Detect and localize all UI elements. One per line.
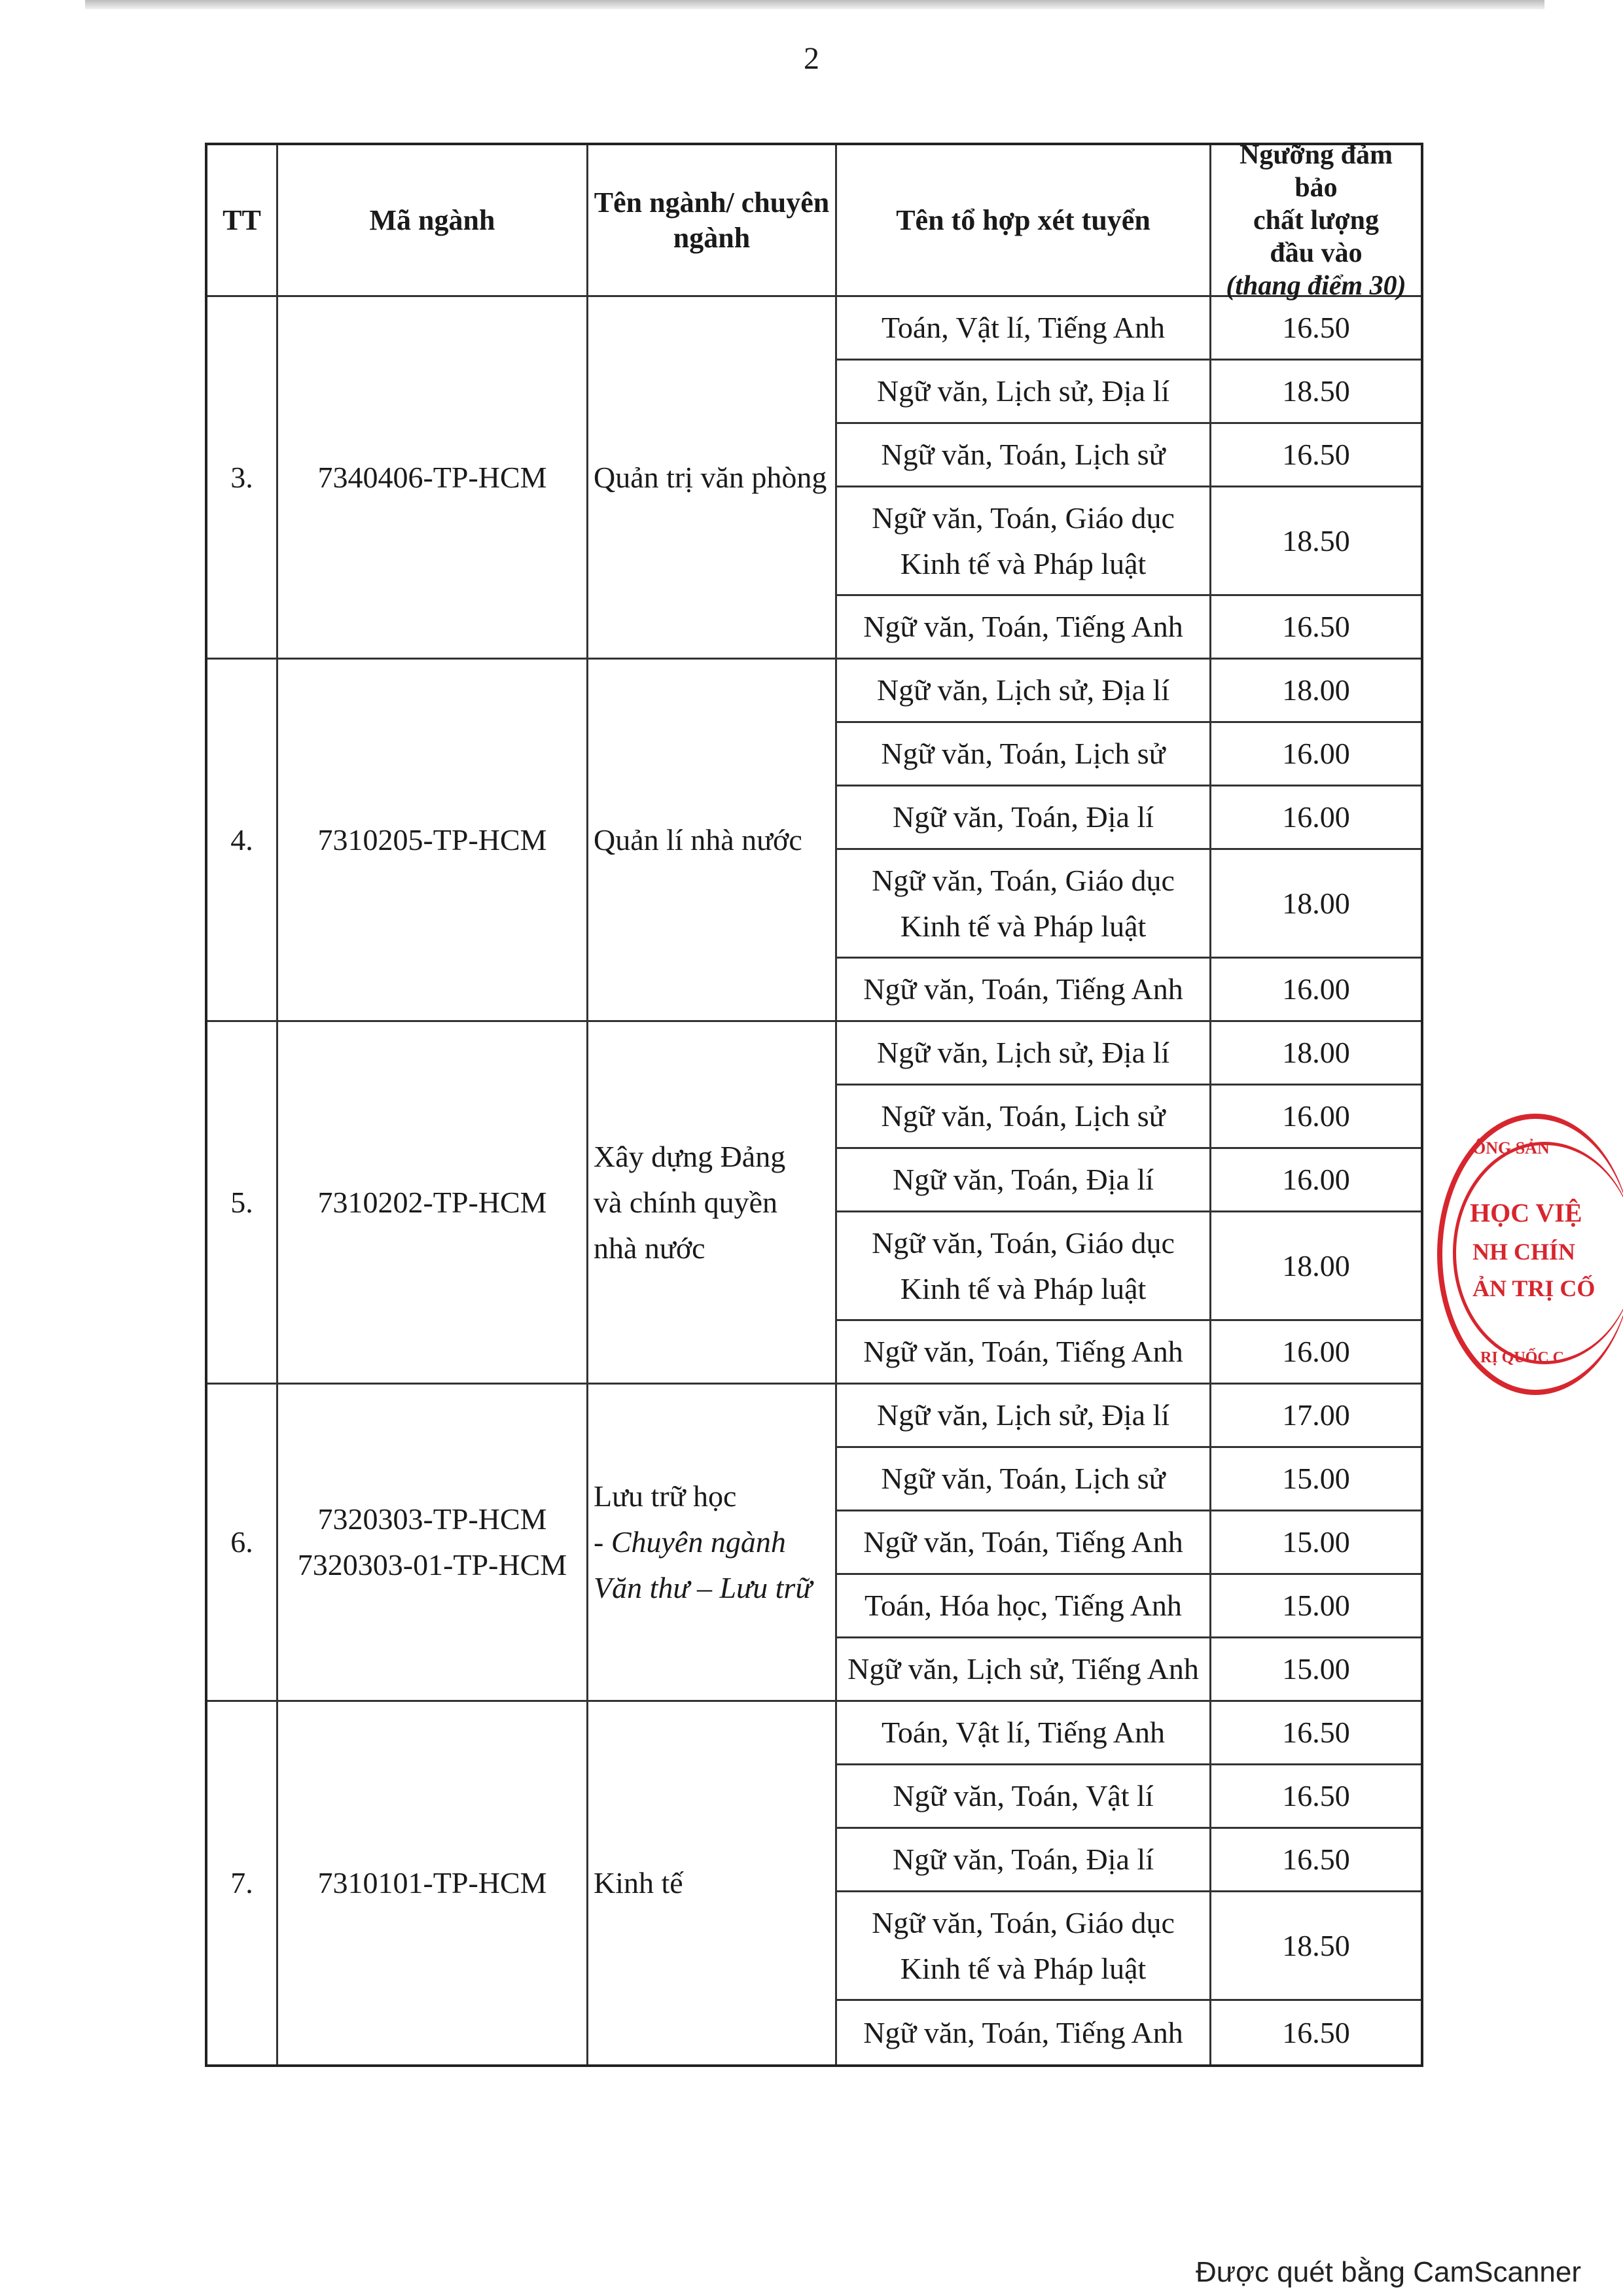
major-name (588, 1702, 837, 2064)
threshold-score: 16.50 (1211, 1765, 1421, 1829)
admission-threshold-table (205, 139, 1423, 2067)
major-name-line: Lưu trữ học (594, 1479, 737, 1513)
combo-cell (837, 361, 1211, 424)
threshold-score: 18.00 (1211, 1212, 1421, 1321)
threshold-score: 15.00 (1211, 1638, 1421, 1702)
combo-line: Ngữ văn, Toán, Giáo dục (872, 863, 1175, 897)
combo-line: Kinh tế và Pháp luật (900, 546, 1147, 580)
threshold-score: 15.00 (1211, 1511, 1421, 1575)
combo-line: Ngữ văn, Toán, Tiếng Anh (863, 1335, 1183, 1368)
major-name (588, 660, 837, 1022)
header-major: Tên ngành/ chuyên ngành (588, 145, 837, 297)
combo-cell (837, 1765, 1211, 1829)
threshold-score: 16.50 (1211, 1702, 1421, 1765)
combo-line: Ngữ văn, Toán, Địa lí (892, 1843, 1154, 1876)
threshold-score: 16.00 (1211, 786, 1421, 850)
combo-cell (837, 297, 1211, 361)
scan-top-edge (85, 0, 1544, 9)
major-code-line: 7320303-01-TP-HCM (297, 1548, 567, 1581)
threshold-score: 18.00 (1211, 1022, 1421, 1086)
threshold-score: 16.50 (1282, 2015, 1350, 2049)
specialization-line: Văn thư – Lưu trữ (594, 1571, 812, 1604)
major-code-line: 7310205-TP-HCM (317, 822, 547, 857)
major-code (278, 1702, 588, 2064)
threshold-score: 18.50 (1211, 1892, 1421, 2001)
major-code (278, 660, 588, 1022)
combo-cell (837, 1511, 1211, 1575)
combo-cell (837, 1575, 1211, 1638)
major-code-line: 7310101-TP-HCM (317, 1866, 547, 1899)
major-code (278, 297, 588, 660)
combo-line: Ngữ văn, Toán, Tiếng Anh (863, 972, 1183, 1006)
major-code (278, 1022, 588, 1385)
combo-cell (837, 1829, 1211, 1892)
major-name-line: Quản lí nhà nước (594, 822, 802, 857)
threshold-score: 15.00 (1211, 1575, 1421, 1638)
threshold-score: 16.00 (1211, 723, 1421, 786)
combo-line: Ngữ văn, Lịch sử, Địa lí (876, 374, 1170, 408)
combo-line: Kinh tế và Pháp luật (900, 1951, 1147, 1985)
combo-cell (837, 487, 1211, 596)
combo-cell (837, 1022, 1211, 1086)
combo-line: Ngữ văn, Lịch sử, Tiếng Anh (847, 1652, 1199, 1686)
combo-line: Ngữ văn, Toán, Giáo dục (872, 1226, 1175, 1260)
major-code-line: 7310202-TP-HCM (317, 1185, 547, 1219)
combo-line: Ngữ văn, Toán, Giáo dục (872, 1905, 1175, 1939)
combo-line: Ngữ văn, Lịch sử, Địa lí (876, 1398, 1170, 1432)
major-code (278, 1385, 588, 1702)
combo-cell (837, 1212, 1211, 1321)
scanner-watermark: Được quét bằng CamScanner (1195, 2256, 1581, 2288)
major-name (588, 297, 837, 660)
major-name-line: Xây dựng Đảng (594, 1139, 786, 1173)
combo-line: Kinh tế và Pháp luật (900, 909, 1147, 943)
header-combo: Tên tổ hợp xét tuyển (837, 145, 1211, 297)
official-red-stamp: ÔNG SẢN HỌC VIỆ NH CHÍN ẢN TRỊ CỐ RỊ QUỐC C (1407, 1099, 1623, 1413)
combo-line: Ngữ văn, Toán, Lịch sử (881, 1462, 1166, 1495)
combo-cell (837, 1385, 1211, 1448)
threshold-score: 16.00 (1211, 1149, 1421, 1212)
threshold-score: 16.50 (1211, 424, 1421, 487)
page-number: 2 (804, 41, 819, 76)
threshold-score: 16.50 (1211, 596, 1421, 660)
threshold-score: 16.00 (1211, 1321, 1421, 1385)
row-number: 7. (207, 1702, 278, 2064)
combo-line: Ngữ văn, Toán, Lịch sử (881, 737, 1166, 770)
combo-line: Ngữ văn, Lịch sử, Địa lí (876, 673, 1170, 707)
combo-line: Kinh tế và Pháp luật (900, 1271, 1147, 1305)
header-tt: TT (207, 145, 278, 297)
combo-line: Ngữ văn, Toán, Tiếng Anh (863, 610, 1183, 643)
combo-line: Ngữ văn, Lịch sử, Địa lí (876, 1036, 1170, 1069)
combo-cell (837, 850, 1211, 959)
combo-cell (837, 1702, 1211, 1765)
combo-line: Ngữ văn, Toán, Tiếng Anh (863, 1525, 1183, 1559)
specialization-line: - Chuyên ngành (594, 1525, 786, 1559)
combo-line: Toán, Vật lí, Tiếng Anh (882, 1716, 1165, 1749)
header-threshold-scale: (thang điểm 30) (1226, 270, 1406, 301)
combo-line: Ngữ văn, Toán, Lịch sử (881, 438, 1166, 471)
threshold-score: 16.00 (1211, 959, 1421, 1022)
combo-line: Ngữ văn, Toán, Lịch sử (881, 1099, 1166, 1133)
combo-cell (837, 660, 1211, 723)
row-number: 6. (207, 1385, 278, 1702)
threshold-score: 18.50 (1211, 487, 1421, 596)
row-number: 5. (207, 1022, 278, 1385)
threshold-score: 18.50 (1211, 361, 1421, 424)
combo-line: Toán, Vật lí, Tiếng Anh (882, 311, 1165, 344)
major-name (588, 1022, 837, 1385)
combo-cell (837, 959, 1211, 1022)
combo-line: Ngữ văn, Toán, Địa lí (892, 1163, 1154, 1196)
threshold-score: 15.00 (1211, 1448, 1421, 1511)
combo-cell (837, 424, 1211, 487)
major-name-line: nhà nước (594, 1231, 705, 1265)
major-code-line: 7340406-TP-HCM (317, 460, 547, 494)
threshold-score: 17.00 (1211, 1385, 1421, 1448)
major-name (588, 1385, 837, 1702)
row-number: 3. (207, 297, 278, 660)
major-name-line: và chính quyền (594, 1185, 778, 1219)
major-name-line: Quản trị văn phòng (594, 460, 827, 494)
threshold-score: 16.00 (1211, 1086, 1421, 1149)
combo-cell (837, 723, 1211, 786)
combo-line: Ngữ văn, Toán, Địa lí (892, 800, 1154, 834)
combo-line: Ngữ văn, Toán, Giáo dục (872, 501, 1175, 535)
combo-cell (837, 1448, 1211, 1511)
combo-cell (837, 596, 1211, 660)
header-threshold-line: đầu vào (1270, 238, 1363, 268)
combo-cell (837, 2001, 1211, 2064)
combo-cell (837, 1638, 1211, 1702)
threshold-score: 18.00 (1211, 660, 1421, 723)
major-code-line: 7320303-TP-HCM (317, 1502, 547, 1536)
row-number: 4. (207, 660, 278, 1022)
combo-cell (837, 786, 1211, 850)
combo-cell (837, 1892, 1211, 2001)
header-code: Mã ngành (278, 145, 588, 297)
header-threshold-line: Ngưỡng đảm bảo (1240, 139, 1393, 203)
combo-cell (837, 1149, 1211, 1212)
threshold-score: 16.50 (1211, 297, 1421, 361)
major-name-line: Kinh tế (594, 1866, 683, 1899)
combo-line: Ngữ văn, Toán, Tiếng Anh (863, 2015, 1183, 2049)
combo-cell (837, 1321, 1211, 1385)
combo-line: Toán, Hóa học, Tiếng Anh (865, 1589, 1182, 1622)
threshold-score: 18.00 (1211, 850, 1421, 959)
threshold-score: 16.50 (1211, 1829, 1421, 1892)
combo-cell (837, 1086, 1211, 1149)
header-threshold-line: chất lượng (1253, 205, 1379, 236)
combo-line: Ngữ văn, Toán, Vật lí (893, 1779, 1154, 1812)
header-threshold (1211, 139, 1421, 301)
